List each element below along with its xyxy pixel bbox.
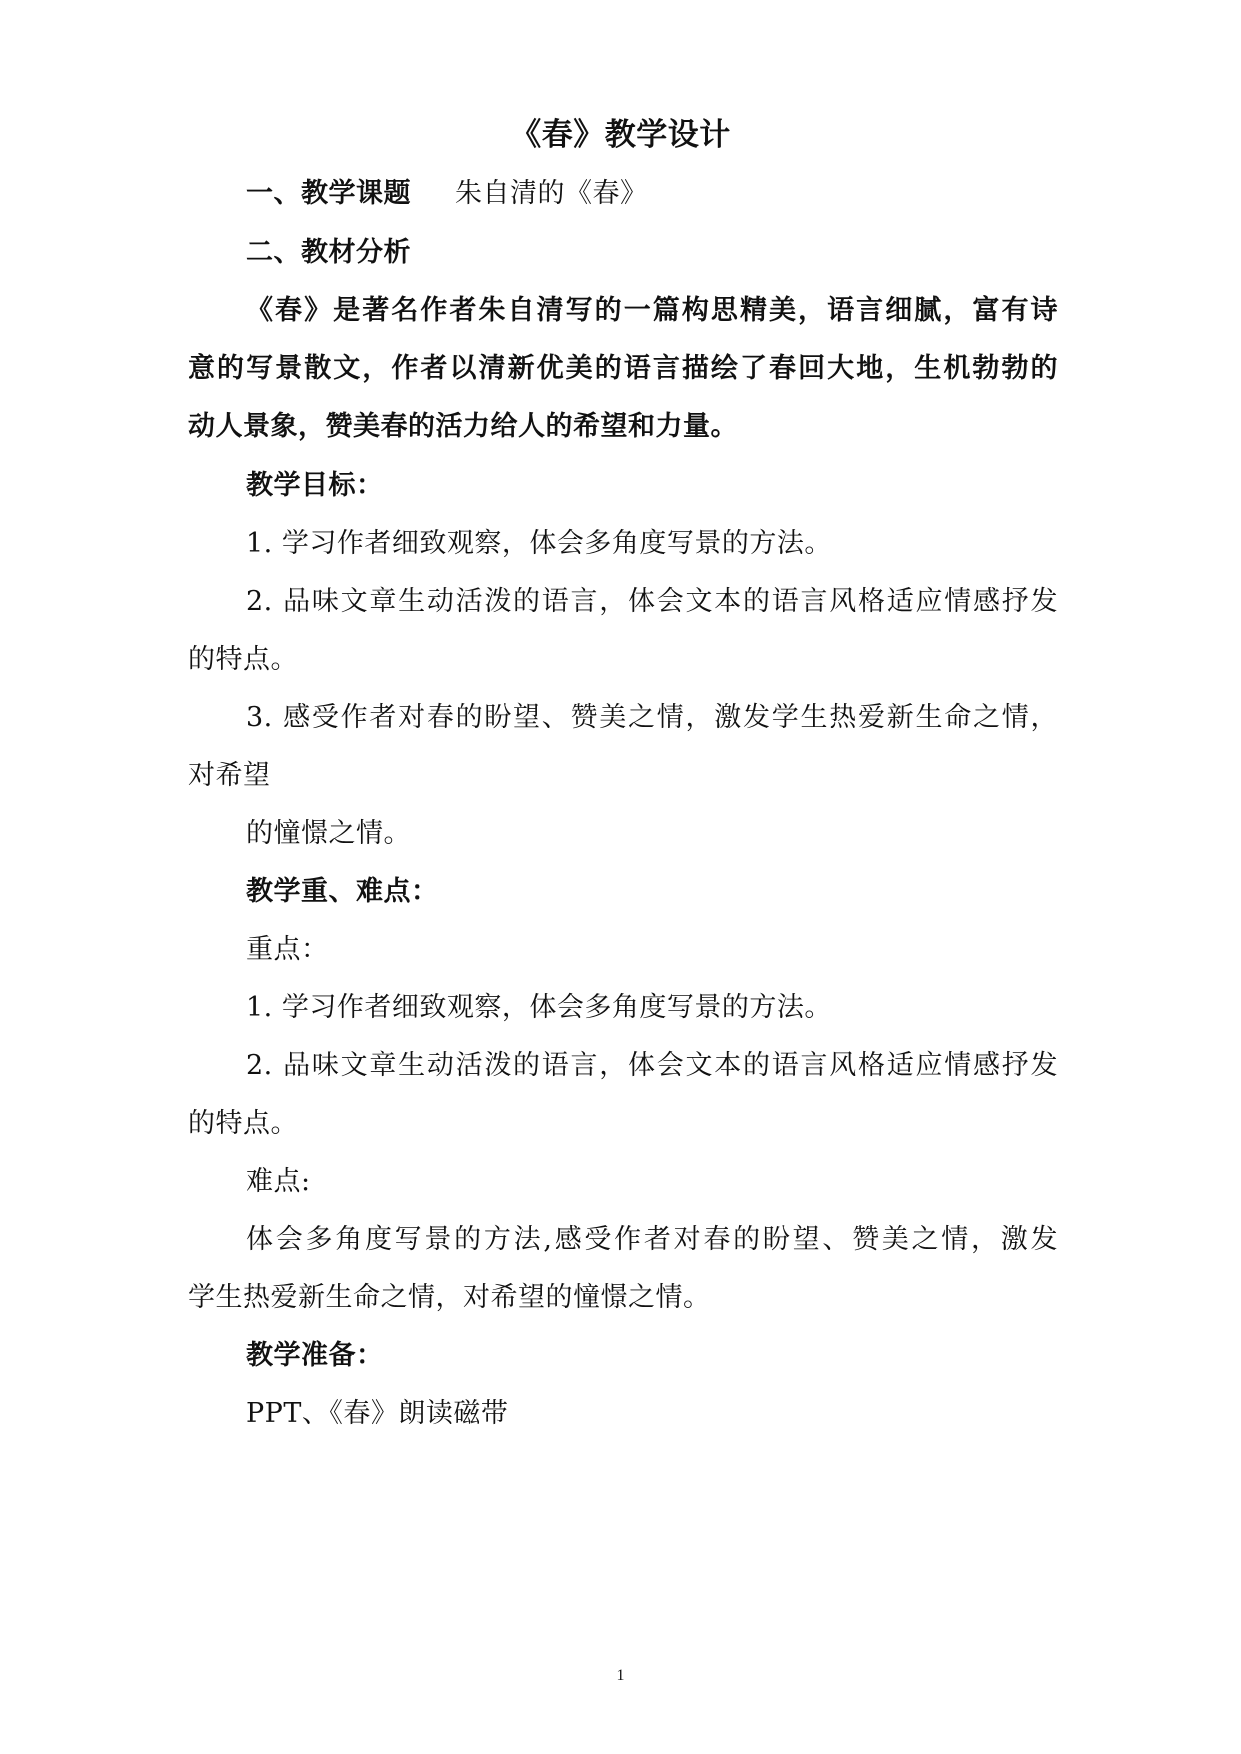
prep-value: PPT、《春》朗读磁带	[246, 1398, 509, 1429]
goal-1: 1. 学习作者细致观察，体会多角度写景的方法。	[246, 528, 832, 559]
topic-heading: 一、教学课题	[246, 178, 411, 209]
key-point-1: 1. 学习作者细致观察，体会多角度写景的方法。	[246, 992, 832, 1023]
difficult-label: 难点:	[246, 1166, 311, 1197]
key-point-2-line-1: 2. 品味文章生动活泼的语言，体会文本的语言风格适应情感抒发	[246, 1050, 1058, 1081]
goal-3-line-3: 的憧憬之情。	[246, 818, 411, 849]
page-title: 《春》教学设计	[510, 117, 731, 153]
topic-line	[246, 177, 1116, 211]
goal-2-line-1: 2. 品味文章生动活泼的语言，体会文本的语言风格适应情感抒发	[246, 586, 1058, 617]
goal-3-line-2: 对希望	[188, 760, 271, 791]
analysis-heading: 二、教材分析	[246, 237, 411, 268]
difficult-line-1: 体会多角度写景的方法,感受作者对春的盼望、赞美之情，激发	[246, 1224, 1058, 1255]
analysis-line-2: 意的写景散文，作者以清新优美的语言描绘了春回大地，生机勃勃的	[188, 353, 1058, 384]
goal-3-line-1: 3. 感受作者对春的盼望、赞美之情，激发学生热爱新生命之情，	[246, 702, 1058, 733]
key-point-2-line-2: 的特点。	[188, 1108, 298, 1139]
goal-2-line-2: 的特点。	[188, 644, 298, 675]
goals-heading: 教学目标：	[246, 470, 384, 501]
key-label: 重点：	[246, 934, 329, 965]
analysis-line-1: 《春》是著名作者朱自清写的一篇构思精美，语言细腻，富有诗	[246, 295, 1058, 326]
topic-value: 朱自清的《春》	[455, 178, 648, 209]
page-number: 1	[616, 1667, 625, 1684]
prep-heading: 教学准备：	[246, 1340, 384, 1371]
difficult-line-2: 学生热爱新生命之情，对希望的憧憬之情。	[188, 1282, 711, 1313]
analysis-line-3: 动人景象，赞美春的活力给人的希望和力量。	[188, 411, 738, 442]
key-heading: 教学重、难点：	[246, 876, 439, 907]
